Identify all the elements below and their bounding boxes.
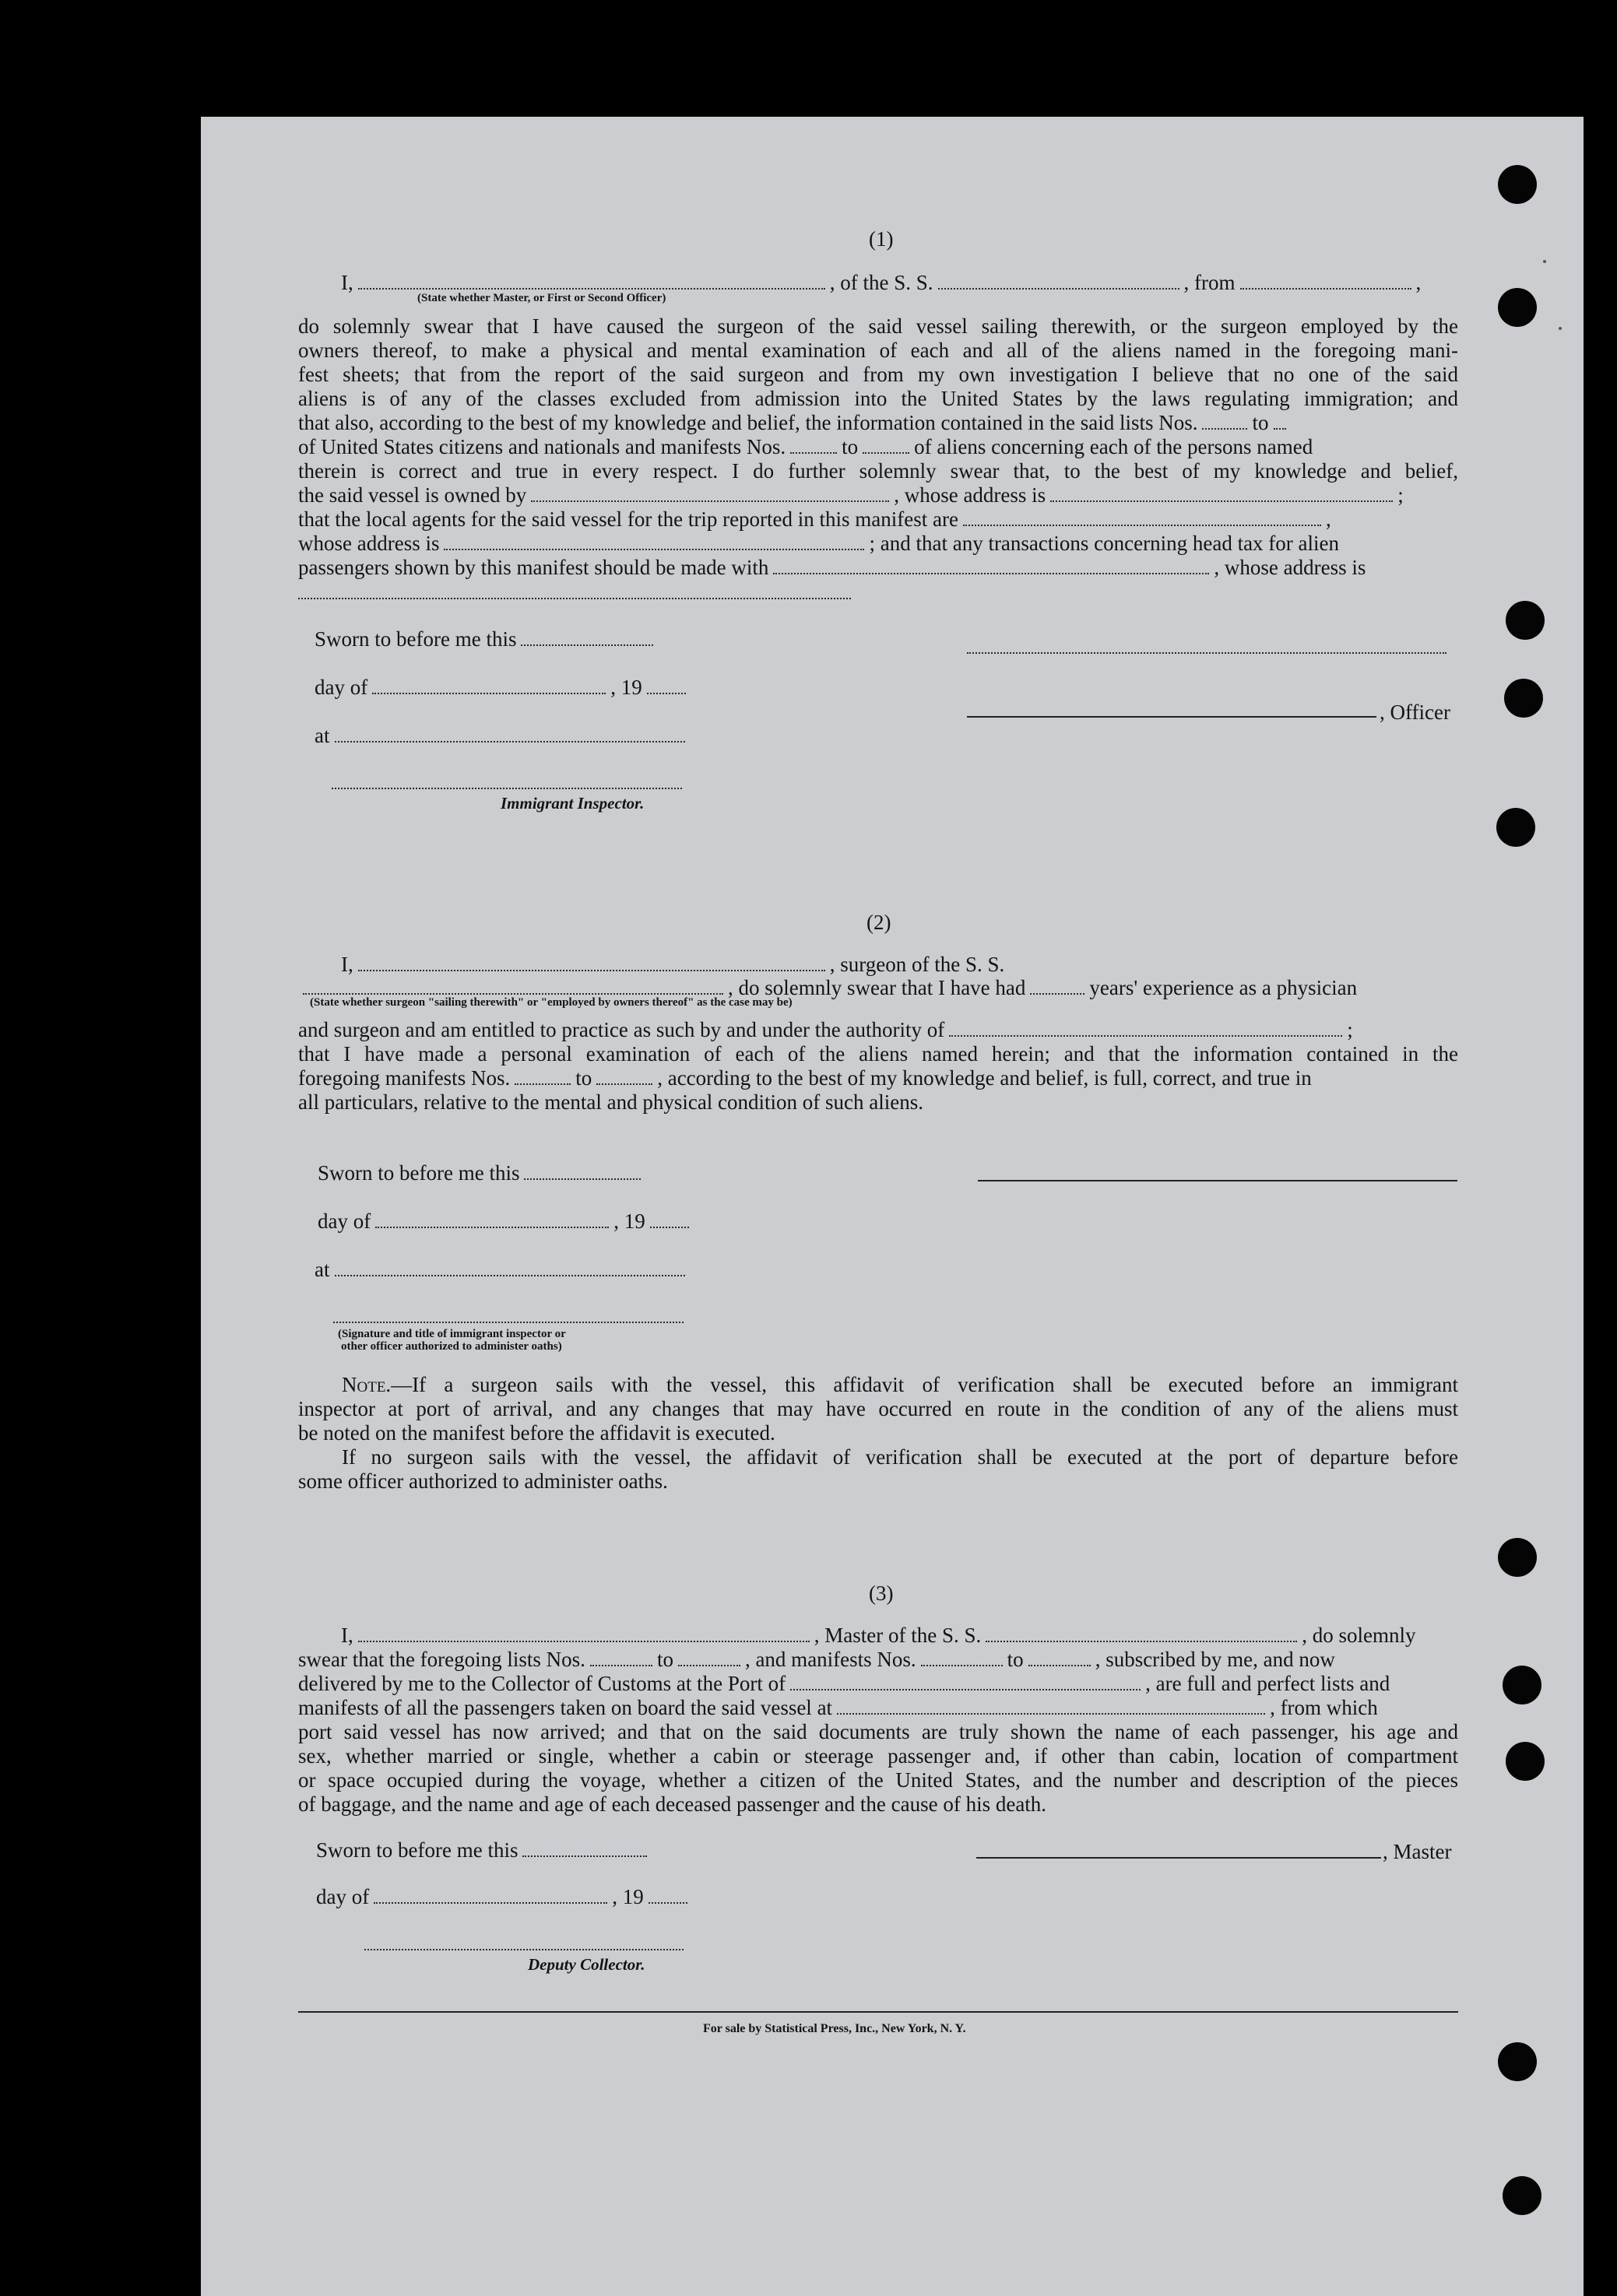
s1-inspector-caption: Immigrant Inspector. <box>501 794 645 813</box>
punch-hole <box>1506 601 1545 640</box>
s3-deputy-line <box>364 1949 684 1950</box>
s2-sworn: Sworn to before me this <box>318 1161 645 1185</box>
speck <box>1543 260 1546 263</box>
s1-address-line <box>298 598 851 599</box>
punch-hole <box>1498 288 1537 327</box>
section-3-number: (3) <box>869 1582 894 1605</box>
s2-note: Note.—If a surgeon sails with the vessel, this affidavit of verification shall be executed before an immigrant inspector at port of arrival, and any changes that may have occurred en route in the condition of any of the aliens must be noted on the manifest before the affidavit is executed. If no surgeon sails with the vessel, the affidavit of verification shall be executed at the port of departure before some officer authorized to administer oaths. <box>298 1373 1458 1493</box>
s1-paragraph: do solemnly swear that I have caused the surgeon of the said vessel sailing therewith, or the surgeon employed by the owners thereof, to make a physical and mental examination of each and all of the aliens named in the foregoing mani- fest sheets; that from the report of the said surgeon and from my own investigation I believe that no one of the said aliens is of any of the classes excluded from admission into the United States by the laws regulating immigration; and that also, according to the best of my knowledge and belief, the information contained in the said lists Nos. to of United States citizens and nationals and manifests Nos. to of aliens concerning each of the persons named therein is correct and true in every respect. I do further solemnly swear that, to the best of my knowledge and belief, the said vessel is owned by , whose address is ; that the local agents for the said vessel for the trip reported in this manifest are , whose address is ; and that any transactions concerning head tax for alien passengers shown by this manifest should be made with , whose address is <box>298 314 1458 579</box>
s2-at: at <box>315 1258 690 1282</box>
s1-line-1: I, , of the S. S. , from , <box>341 271 1422 294</box>
s1-sworn: Sworn to before me this <box>315 627 658 651</box>
punch-hole <box>1498 165 1537 204</box>
s3-sworn: Sworn to before me this <box>316 1838 652 1862</box>
punch-hole <box>1503 1666 1541 1704</box>
footer-rule <box>298 2011 1458 2013</box>
s2-signature-line <box>978 1180 1457 1181</box>
s2-line-1: I, , surgeon of the S. S. <box>341 953 1005 976</box>
s3-day-of: day of , 19 <box>316 1885 692 1909</box>
s1-inspector-line <box>332 788 682 789</box>
s3-lines: I, , Master of the S. S. , do solemnly swear that the foregoing lists Nos. to , and manifests Nos. to , subscribed by me, and now delivered by me to the Collector of Customs at the Port of , are full and perfect lists and manifests of all the passengers taken on board the said vessel at , from which port said vessel has now arrived; and that on the said documents are truly shown the name of each passenger, his age and sex, whether married or single, whether a cabin or steerage passenger and, if other than cabin, location of compartment or space occupied during the voyage, whether a citizen of the United States, and the number and description of the pieces of baggage, and the name and age of each deceased passenger and the cause of his death. <box>298 1624 1458 1816</box>
s3-master-label: , Master <box>1383 1840 1452 1863</box>
punch-hole <box>1498 1538 1537 1577</box>
s1-at: at <box>315 724 690 748</box>
s2-paragraph: and surgeon and am entitled to practice as such by and under the authority of ; that I have made a personal examination of each of the aliens named herein; and that the information contained in the foregoing manifests Nos. to , according to the best of my knowledge and belief, is full, correct, and true in all particulars, relative to the mental and physical condition of such aliens. <box>298 1018 1458 1114</box>
manifest-page <box>201 117 1584 2296</box>
speck <box>1559 327 1562 330</box>
section-1-number: (1) <box>869 227 894 251</box>
s2-sig-caption-1: (Signature and title of immigrant inspector or <box>338 1328 566 1340</box>
s2-line-2: , do solemnly swear that I have had years' experience as a physician <box>298 976 1357 1000</box>
footer-printer: For sale by Statistical Press, Inc., New York, N. Y. <box>703 2022 966 2035</box>
s2-sig-caption-2: other officer authorized to administer oaths) <box>341 1340 562 1353</box>
s2-inspector-line <box>333 1322 684 1323</box>
s1-signature-line-2 <box>967 716 1376 718</box>
s2-surgeon-note: (State whether surgeon "sailing therewith" or "employed by owners thereof" as the case may be) <box>310 996 793 1009</box>
s1-day-of: day of , 19 <box>315 676 691 700</box>
s1-signature-line-1 <box>967 652 1447 654</box>
punch-hole <box>1506 1742 1545 1781</box>
s3-deputy-caption: Deputy Collector. <box>528 1955 645 1974</box>
s2-day-of: day of , 19 <box>318 1209 694 1234</box>
section-2-number: (2) <box>867 911 891 934</box>
punch-hole <box>1496 808 1535 847</box>
punch-hole <box>1503 2176 1541 2215</box>
punch-hole <box>1504 679 1543 718</box>
s1-officer-note: (State whether Master, or First or Second Officer) <box>417 292 666 304</box>
s3-master-line <box>976 1857 1381 1859</box>
s1-officer-label: , Officer <box>1380 700 1450 724</box>
punch-hole <box>1498 2042 1537 2081</box>
